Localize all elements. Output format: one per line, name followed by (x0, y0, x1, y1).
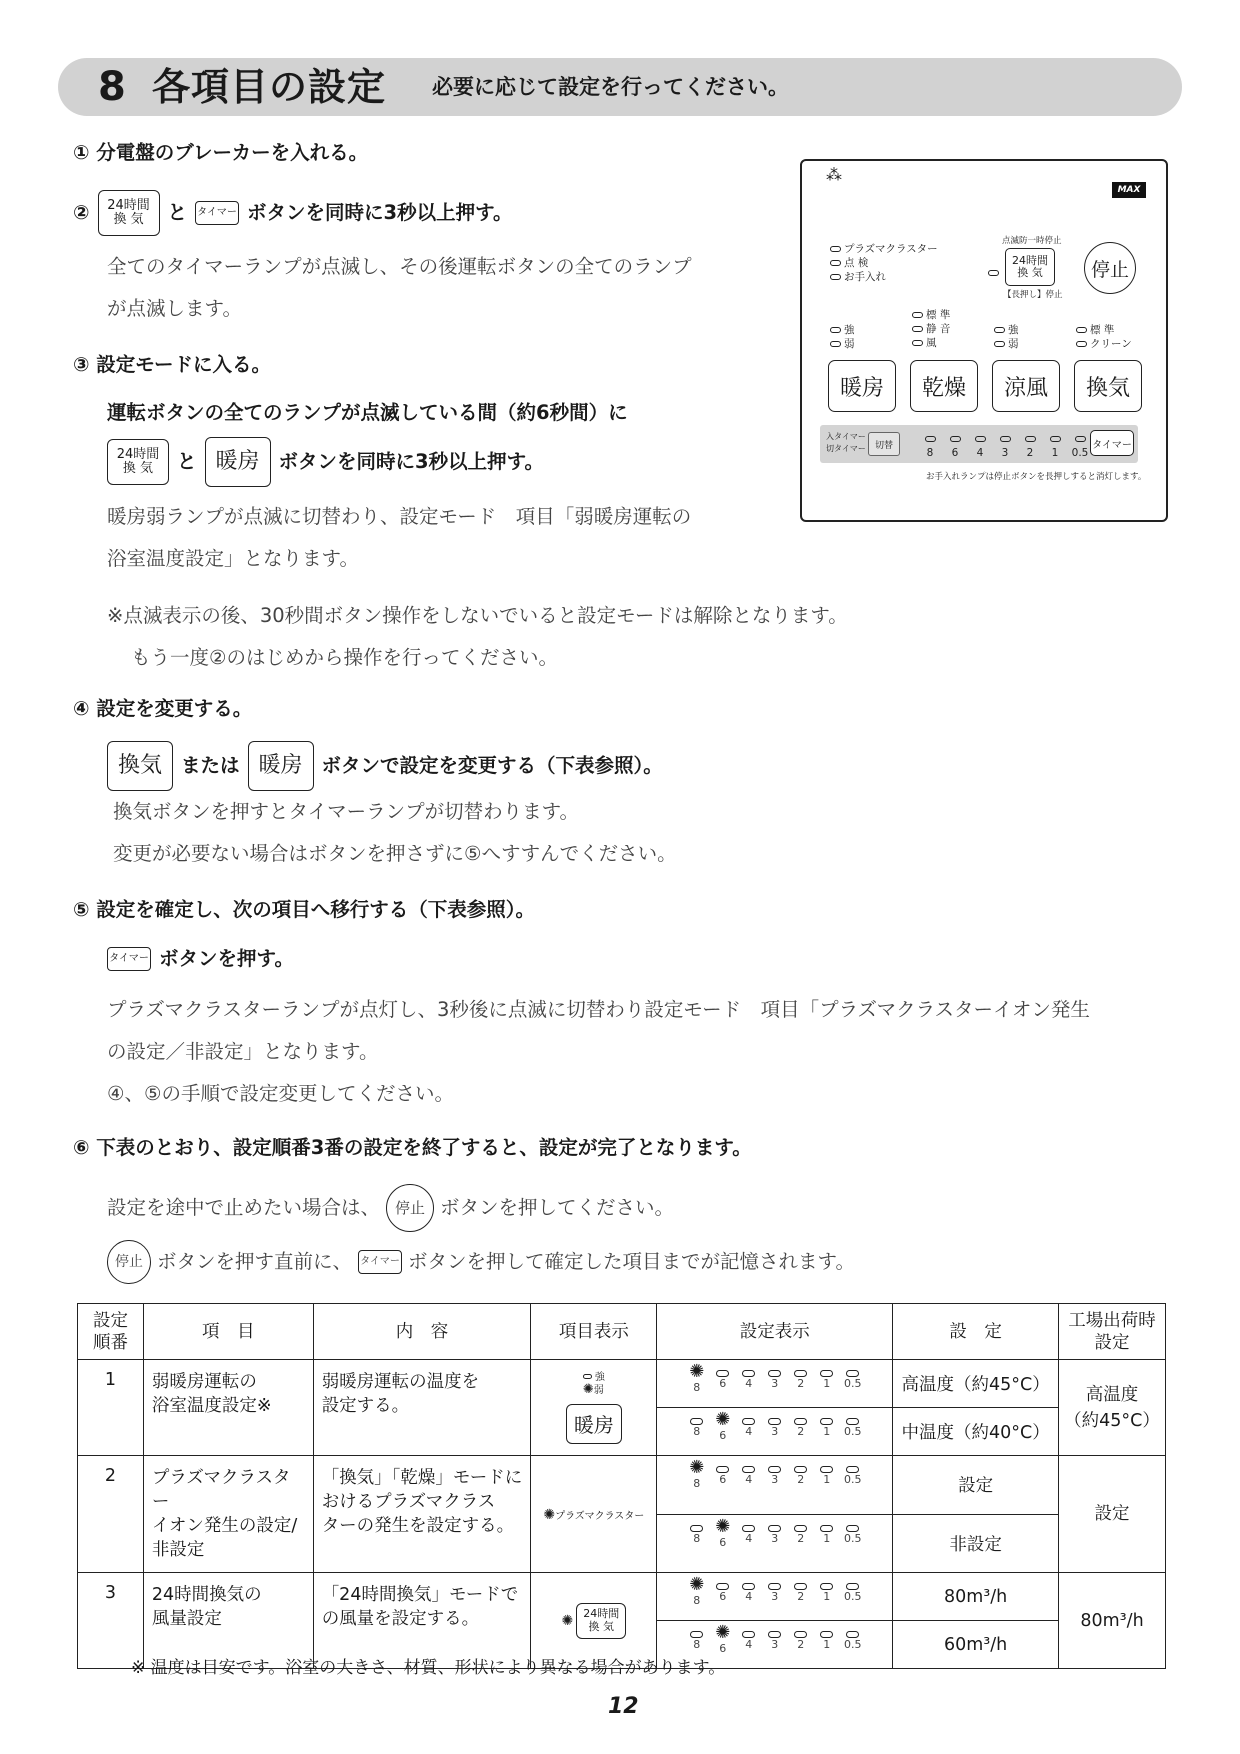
blink-icon: ✺ (715, 1515, 731, 1537)
header-factory: 工場出荷時 設定 (1059, 1304, 1166, 1360)
header-item-display: 項目表示 (531, 1304, 657, 1360)
led-number: 2 (797, 1531, 805, 1545)
panel-switch-button: 切替 (868, 432, 900, 456)
setting-display (657, 1360, 893, 1408)
key-stop: 停止 (107, 1240, 151, 1284)
panel-timer-button: タイマー (1090, 430, 1134, 456)
key-timer: タイマー (107, 947, 151, 971)
led-number: 0.5 (843, 1590, 862, 1603)
led-number: 4 (745, 1473, 753, 1486)
panel-cool-button: 涼風 (992, 360, 1060, 412)
header-setting-display: 設定表示 (657, 1304, 893, 1360)
led-number: 2 (797, 1377, 805, 1390)
lamp-icon (988, 262, 1002, 281)
led-number: 1 (823, 1425, 831, 1438)
led-off (790, 1364, 812, 1395)
step-4-text: ボタンで設定を変更する（下表参照）。 (321, 754, 663, 777)
row-item-display (531, 1573, 657, 1669)
panel-bottom-note: お手入れランプは停止ボタンを長押しすると消灯します。 (926, 472, 1147, 482)
led-off (816, 1460, 838, 1491)
timer-labels: 入タイマー 切タイマー (826, 432, 866, 453)
header-order: 設定 順番 (78, 1304, 144, 1360)
led-off (816, 1412, 838, 1443)
led-number: 1 (823, 1531, 831, 1545)
led-off (764, 1519, 786, 1550)
led-number: 4 (745, 1590, 753, 1603)
led-number: 0.5 (843, 1638, 862, 1651)
led-number: 4 (745, 1425, 753, 1438)
led-off (764, 1577, 786, 1608)
key-24h-vent: 24時間 換 気 (107, 439, 169, 485)
footnote: ※ 温度は目安です。浴室の大きさ、材質、形状により異なる場合があります。 (131, 1658, 726, 1678)
key-heat: 暖房 (205, 437, 271, 487)
led-off (816, 1577, 838, 1608)
step-4-keys (107, 741, 663, 791)
led-off (764, 1364, 786, 1395)
key-heat: 暖房 (566, 1404, 622, 1444)
setting-label: 高温度（約45°C） (893, 1360, 1059, 1408)
led-indicator-row (657, 1360, 892, 1395)
step-2-desc-2: が点滅します。 (107, 297, 242, 320)
setting-display (657, 1514, 893, 1573)
led-off (712, 1364, 734, 1395)
led-lit (686, 1574, 708, 1608)
blink-icon: ✺ (561, 1612, 574, 1629)
factory-setting: 高温度 （約45°C） (1059, 1360, 1166, 1456)
setting-label: 80m³/h (893, 1573, 1059, 1621)
led-off (816, 1519, 838, 1550)
led-number: 0.5 (843, 1531, 862, 1545)
header-setting: 設 定 (893, 1304, 1059, 1360)
led-number: 8 (693, 1638, 701, 1651)
led-number: 2 (797, 1473, 805, 1486)
led-number: 8 (693, 1531, 701, 1545)
led-indicator-row (657, 1456, 892, 1491)
step-4-desc-1: 換気ボタンを押すとタイマーランプが切替わります。 (113, 800, 580, 823)
row-number: 1 (78, 1360, 144, 1456)
row-number: 3 (78, 1573, 144, 1669)
step-2-text: ボタンを同時に3秒以上押す。 (247, 201, 513, 224)
step-4: ④ 設定を変更する。 (73, 697, 253, 720)
key-timer: タイマー (358, 1250, 402, 1274)
step-3-keys (107, 437, 544, 487)
header-content: 内 容 (313, 1304, 531, 1360)
led-off (816, 1364, 838, 1395)
blink-icon: ✺ (582, 1381, 594, 1397)
key-heat: 暖房 (248, 741, 314, 791)
panel-stop-button: 停止 (1084, 242, 1136, 294)
step-5-text: ボタンを押す。 (159, 947, 294, 970)
led-off (842, 1460, 864, 1491)
panel-top-note: 点滅防一時停止 (1002, 236, 1062, 246)
blink-icon: ✺ (543, 1507, 556, 1523)
led-number: 0.5 (843, 1425, 862, 1438)
led-number: 3 (771, 1638, 779, 1651)
row-item: 弱暖房運転の 浴室温度設定※ (143, 1360, 313, 1456)
step-4-desc-2: 変更が必要ない場合はボタンを押さずに⑤へすすんでください。 (113, 842, 677, 865)
led-number: 6 (719, 1535, 727, 1549)
led-number: 3 (771, 1377, 779, 1390)
led-off (790, 1577, 812, 1608)
led-off (738, 1412, 760, 1443)
setting-label: 中温度（約40°C） (893, 1408, 1059, 1456)
row-item-display: 強 ✺弱 暖房 (531, 1360, 657, 1456)
page-number: 12 (608, 1694, 639, 1719)
row-content: 「24時間換気」モードで の風量を設定する。 (313, 1573, 531, 1669)
step-3: ③ 設定モードに入る。 (73, 353, 272, 376)
step-3-desc-1: 暖房弱ランプが点滅に切替わり、設定モード 項目「弱暖房運転の (107, 505, 692, 528)
table-row (78, 1456, 1166, 1515)
step-4-or: または (181, 754, 240, 777)
note-2: もう一度②のはじめから操作を行ってください。 (131, 646, 558, 669)
led-indicator-row (657, 1621, 892, 1656)
led-off (842, 1577, 864, 1608)
led-off (816, 1625, 838, 1656)
led-number: 0.5 (843, 1473, 862, 1486)
led-off (790, 1519, 812, 1550)
led-lit (712, 1515, 734, 1550)
led-off (790, 1625, 812, 1656)
led-number: 1 (823, 1638, 831, 1651)
panel-long-press-note: 【長押し】停止 (1003, 290, 1063, 300)
led-number: 6 (719, 1590, 727, 1603)
factory-setting: 80m³/h (1059, 1573, 1166, 1669)
blink-icon: ✺ (689, 1361, 705, 1382)
step-3-desc-2: 浴室温度設定」となります。 (107, 547, 359, 570)
led-number: 2 (797, 1638, 805, 1651)
panel-24h-vent-button: 24時間 換 気 (1005, 248, 1055, 286)
key-stop: 停止 (386, 1184, 434, 1232)
heat-lamps: 強 弱 (830, 323, 855, 351)
led-off (842, 1519, 864, 1550)
led-off (712, 1577, 734, 1608)
section-subtitle: 必要に応じて設定を行ってください。 (432, 75, 789, 99)
led-number: 8 (693, 1594, 701, 1607)
led-off (738, 1577, 760, 1608)
table-row (78, 1360, 1166, 1408)
blink-icon: ✺ (715, 1622, 731, 1643)
led-number: 2 (797, 1590, 805, 1603)
section-number: 8 (98, 64, 126, 110)
led-number: 3 (771, 1473, 779, 1486)
key-24h-vent: 24時間 換 気 (98, 190, 160, 236)
row-item: 24時間換気の 風量設定 (143, 1573, 313, 1669)
step-3-text: ボタンを同時に3秒以上押す。 (278, 450, 545, 473)
led-number: 3 (771, 1590, 779, 1603)
led-number: 4 (745, 1377, 753, 1390)
step-3-instruction: 運転ボタンの全てのランプが点滅している間（約6秒間）に (107, 401, 628, 424)
led-off (738, 1364, 760, 1395)
table-header-row (78, 1304, 1166, 1360)
led-off (764, 1412, 786, 1443)
led-number: 8 (693, 1381, 701, 1394)
led-number: 6 (719, 1377, 727, 1390)
led-off (790, 1412, 812, 1443)
led-indicator-row (657, 1408, 892, 1443)
step-5-desc-2: の設定／非設定」となります。 (107, 1040, 379, 1063)
led-number: 3 (771, 1531, 779, 1545)
step-5-desc-1: プラズマクラスターランプが点灯し、3秒後に点滅に切替わり設定モード 項目「プラズマクラスターイオン発生 (107, 998, 1090, 1021)
setting-label: 非設定 (893, 1514, 1059, 1573)
step-2-and: と (167, 201, 188, 224)
step-3-and: と (177, 450, 197, 473)
led-number: 4 (745, 1638, 753, 1651)
led-number: 1 (823, 1590, 831, 1603)
step-2-desc-1: 全てのタイマーランプが点滅し、その後運転ボタンの全てのランプ (107, 255, 692, 278)
led-lit (712, 1622, 734, 1656)
setting-display (657, 1456, 893, 1515)
key-24h-vent: 24時間 換 気 (576, 1603, 626, 1639)
led-number: 8 (693, 1425, 701, 1438)
header-item: 項 目 (143, 1304, 313, 1360)
led-number: 3 (771, 1425, 779, 1438)
row-content: 弱暖房運転の温度を 設定する。 (313, 1360, 531, 1456)
led-off (764, 1460, 786, 1491)
setting-label: 60m³/h (893, 1621, 1059, 1669)
led-off (738, 1625, 760, 1656)
section-title: 各項目の設定 (152, 65, 387, 109)
step-1: ① 分電盤のブレーカーを入れる。 (73, 141, 369, 164)
led-off (686, 1519, 708, 1550)
settings-table (77, 1303, 1166, 1669)
led-off (686, 1625, 708, 1656)
led-number: 4 (745, 1531, 753, 1545)
step-5-keys (107, 944, 294, 974)
blink-icon: ✺ (715, 1409, 731, 1430)
blink-icon: ✺ (689, 1574, 705, 1595)
key-vent: 換気 (107, 741, 173, 791)
led-off (738, 1519, 760, 1550)
led-off (764, 1625, 786, 1656)
step-6-desc-2: 停止 ボタンを押す直前に、 タイマー ボタンを押して確定した項目までが記憶されます。 (107, 1240, 855, 1284)
panel-vent-button: 換気 (1074, 360, 1142, 412)
led-indicator-row (657, 1573, 892, 1608)
panel-timer-leds: 8 6 4 3 2 1 0.5 (920, 432, 1090, 460)
step-6: ⑥ 下表のとおり、設定順番3番の設定を終了すると、設定が完了となります。 (73, 1136, 752, 1159)
led-off (738, 1460, 760, 1491)
panel-left-lamps: プラズマクラスター 点 検 お手入れ (830, 242, 938, 284)
row-item: プラズマクラスター イオン発生の設定/ 非設定 (143, 1456, 313, 1573)
step-2 (73, 190, 513, 236)
blink-icon: ✺ (689, 1457, 705, 1478)
lamp-icon (830, 260, 841, 266)
led-number: 6 (719, 1473, 727, 1486)
led-off (686, 1412, 708, 1443)
panel-dry-button: 乾燥 (910, 360, 978, 412)
brand-grape-icon: ⁂ (826, 165, 840, 184)
panel-heat-button: 暖房 (828, 360, 896, 412)
step-5-desc-3: ④、⑤の手順で設定変更してください。 (107, 1082, 454, 1105)
led-off (842, 1364, 864, 1395)
led-indicator-row (657, 1515, 892, 1550)
led-off (842, 1412, 864, 1443)
led-number: 0.5 (843, 1377, 862, 1390)
led-off (790, 1460, 812, 1491)
note-1: ※点滅表示の後、30秒間ボタン操作をしないでいると設定モードは解除となります。 (107, 604, 848, 627)
led-off (712, 1460, 734, 1491)
setting-label: 設定 (893, 1456, 1059, 1515)
table-row (78, 1573, 1166, 1621)
led-lit (712, 1409, 734, 1443)
row-content: 「換気」「乾燥」モードに おけるプラズマクラス ターの発生を設定する。 (313, 1456, 531, 1573)
dry-lamps: 標 準 静 音 風 (912, 308, 950, 350)
step-5: ⑤ 設定を確定し、次の項目へ移行する（下表参照）。 (73, 898, 536, 921)
setting-display (657, 1408, 893, 1456)
max-logo: MAX (1112, 182, 1146, 198)
led-number: 1 (823, 1473, 831, 1486)
vent-lamps: 標 準 クリーン (1076, 323, 1132, 351)
cool-lamps: 強 弱 (994, 323, 1019, 351)
led-number: 8 (693, 1477, 701, 1490)
lamp-icon (830, 246, 841, 252)
plasmacluster-label: プラズマクラスター (555, 1511, 645, 1522)
row-number: 2 (78, 1456, 144, 1573)
setting-display (657, 1573, 893, 1621)
led-lit (686, 1361, 708, 1395)
led-number: 2 (797, 1425, 805, 1438)
led-number: 1 (823, 1377, 831, 1390)
lamp-icon (830, 274, 841, 280)
led-number: 6 (719, 1429, 727, 1442)
factory-setting: 設定 (1059, 1456, 1166, 1573)
led-number: 6 (719, 1642, 727, 1655)
step-6-desc-1: 設定を途中で止めたい場合は、 停止 ボタンを押してください。 (107, 1184, 674, 1232)
key-timer: タイマー (195, 201, 239, 225)
step-2-number: ② (73, 201, 90, 224)
row-item-display (531, 1456, 657, 1573)
led-off (842, 1625, 864, 1656)
led-lit (686, 1457, 708, 1491)
